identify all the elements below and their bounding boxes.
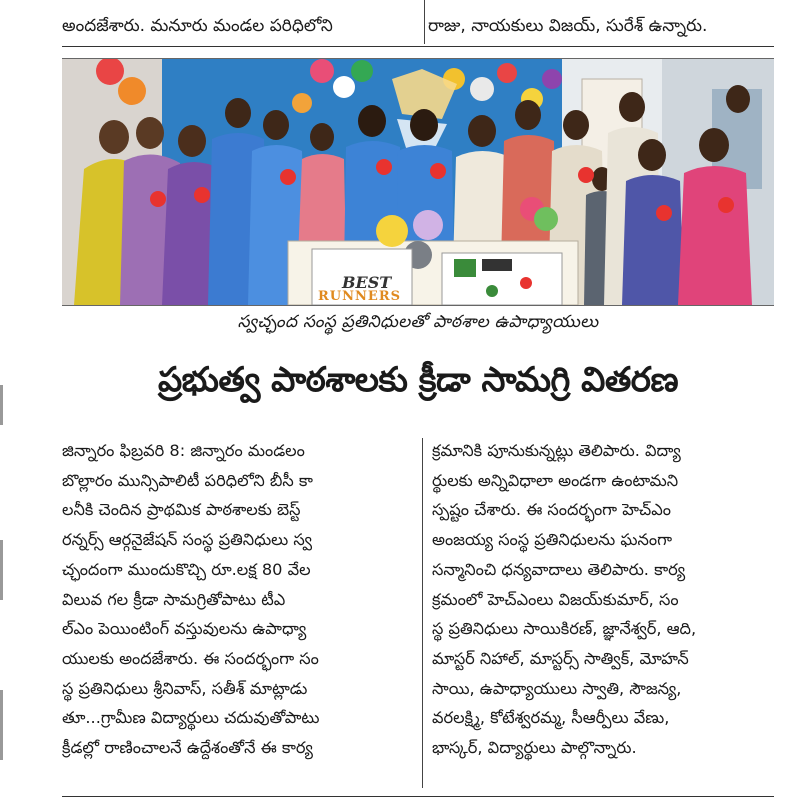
text-line: భాస్కర్, విద్యార్థులు పాల్గొన్నారు. bbox=[432, 738, 637, 758]
fragment-right-line: రాజు, నాయకులు విజయ్‌, సురేశ్‌ ఉన్నారు. bbox=[428, 16, 708, 36]
text-line: యులకు అందజేశారు. ఈ సందర్భంగా సం bbox=[62, 648, 319, 668]
text-line: ర్థులకు అన్నివిధాలా అండగా ఉంటామని bbox=[432, 470, 679, 490]
page-edge-mark bbox=[0, 690, 3, 760]
bottom-divider-line bbox=[62, 796, 774, 797]
text-line: రన్నర్స్ ఆర్గనైజేషన్ సంస్థ ప్రతినిధులు స్వ bbox=[62, 530, 312, 550]
text-line: విలువ గల క్రీడా సామగ్రితోపాటు టీఎ bbox=[62, 589, 286, 609]
text-line: బొల్లారం మున్సిపాలిటీ పరిధిలోని బీసీ కా bbox=[62, 470, 313, 490]
text-line: ల్ఎం పెయింటింగ్ వస్తువులను ఉపాధ్యా bbox=[62, 619, 307, 639]
top-column-divider bbox=[424, 0, 425, 44]
banner-text-best: BEST bbox=[342, 273, 392, 292]
page-edge-mark bbox=[0, 385, 3, 425]
text-line: సన్మానించి ధన్యవాదాలు తెలిపారు. కార్య bbox=[432, 559, 686, 579]
text-line: వరలక్ష్మి, కోటేశ్వరమ్మ, సీఆర్పీలు వేణు, bbox=[432, 708, 670, 728]
text-line: స్థ ప్రతినిధులు శ్రీనివాస్, సతీశ్ మాట్లాడు bbox=[62, 678, 308, 698]
text-line: చ్ఛందంగా ముందుకొచ్చి రూ.లక్ష 80 వేల bbox=[62, 559, 311, 579]
text-line: సాయి, ఉపాధ్యాయులు స్వాతి, సౌజన్య, bbox=[432, 678, 682, 698]
text-line: అంజయ్య సంస్థ ప్రతినిధులను ఘనంగా bbox=[432, 530, 673, 550]
text-line: లనీకి చెందిన ప్రాథమిక పాఠశాలకు బెస్ట్ bbox=[62, 500, 301, 520]
text-line: స్థ ప్రతినిధులు సాయికిరణ్, జ్ఞానేశ్వర్, ఆది, bbox=[432, 619, 697, 639]
text-line: క్రమంలో హెచ్ఎంలు విజయ్‌కుమార్, సం bbox=[432, 589, 679, 609]
page-edge-mark bbox=[0, 540, 3, 600]
photo-caption: స్వచ్ఛంద సంస్థ ప్రతినిధులతో పాఠశాల ఉపాధ్యాయులు bbox=[237, 312, 599, 332]
fragment-left-line: అందజేశారు. మనూరు మండల పరిధిలోని bbox=[62, 16, 333, 36]
text-line: క్రమానికి పూనుకున్నట్లు తెలిపారు. విద్యా bbox=[432, 441, 681, 460]
text-line: స్పష్టం చేశారు. ఈ సందర్భంగా హెచ్ఎం bbox=[432, 500, 671, 520]
article-headline: ప్రభుత్వ పాఠశాలకు క్రీడా సామగ్రి వితరణ bbox=[157, 360, 679, 400]
article-column-right bbox=[432, 436, 774, 763]
banner-text-runners: RUNNERS bbox=[318, 289, 402, 304]
top-divider-line bbox=[62, 46, 774, 47]
article-column-left bbox=[62, 436, 414, 763]
text-line: తూ...గ్రామీణ విద్యార్థులు చదువుతోపాటు bbox=[62, 708, 320, 728]
previous-article-fragment bbox=[0, 0, 800, 46]
text-line: జిన్నారం ఫిబ్రవరి 8: జిన్నారం మండలం bbox=[62, 441, 305, 460]
text-line: క్రీడల్లో రాణించాలనే ఉద్దేశంతోనే ఈ కార్య bbox=[62, 738, 313, 758]
news-photo bbox=[62, 58, 774, 306]
group-photo-illustration bbox=[62, 59, 774, 305]
text-line: మాస్టర్ నిహాల్, మాస్టర్స్ సాత్విక్, మోహన్ bbox=[432, 648, 689, 668]
column-divider bbox=[422, 438, 423, 788]
